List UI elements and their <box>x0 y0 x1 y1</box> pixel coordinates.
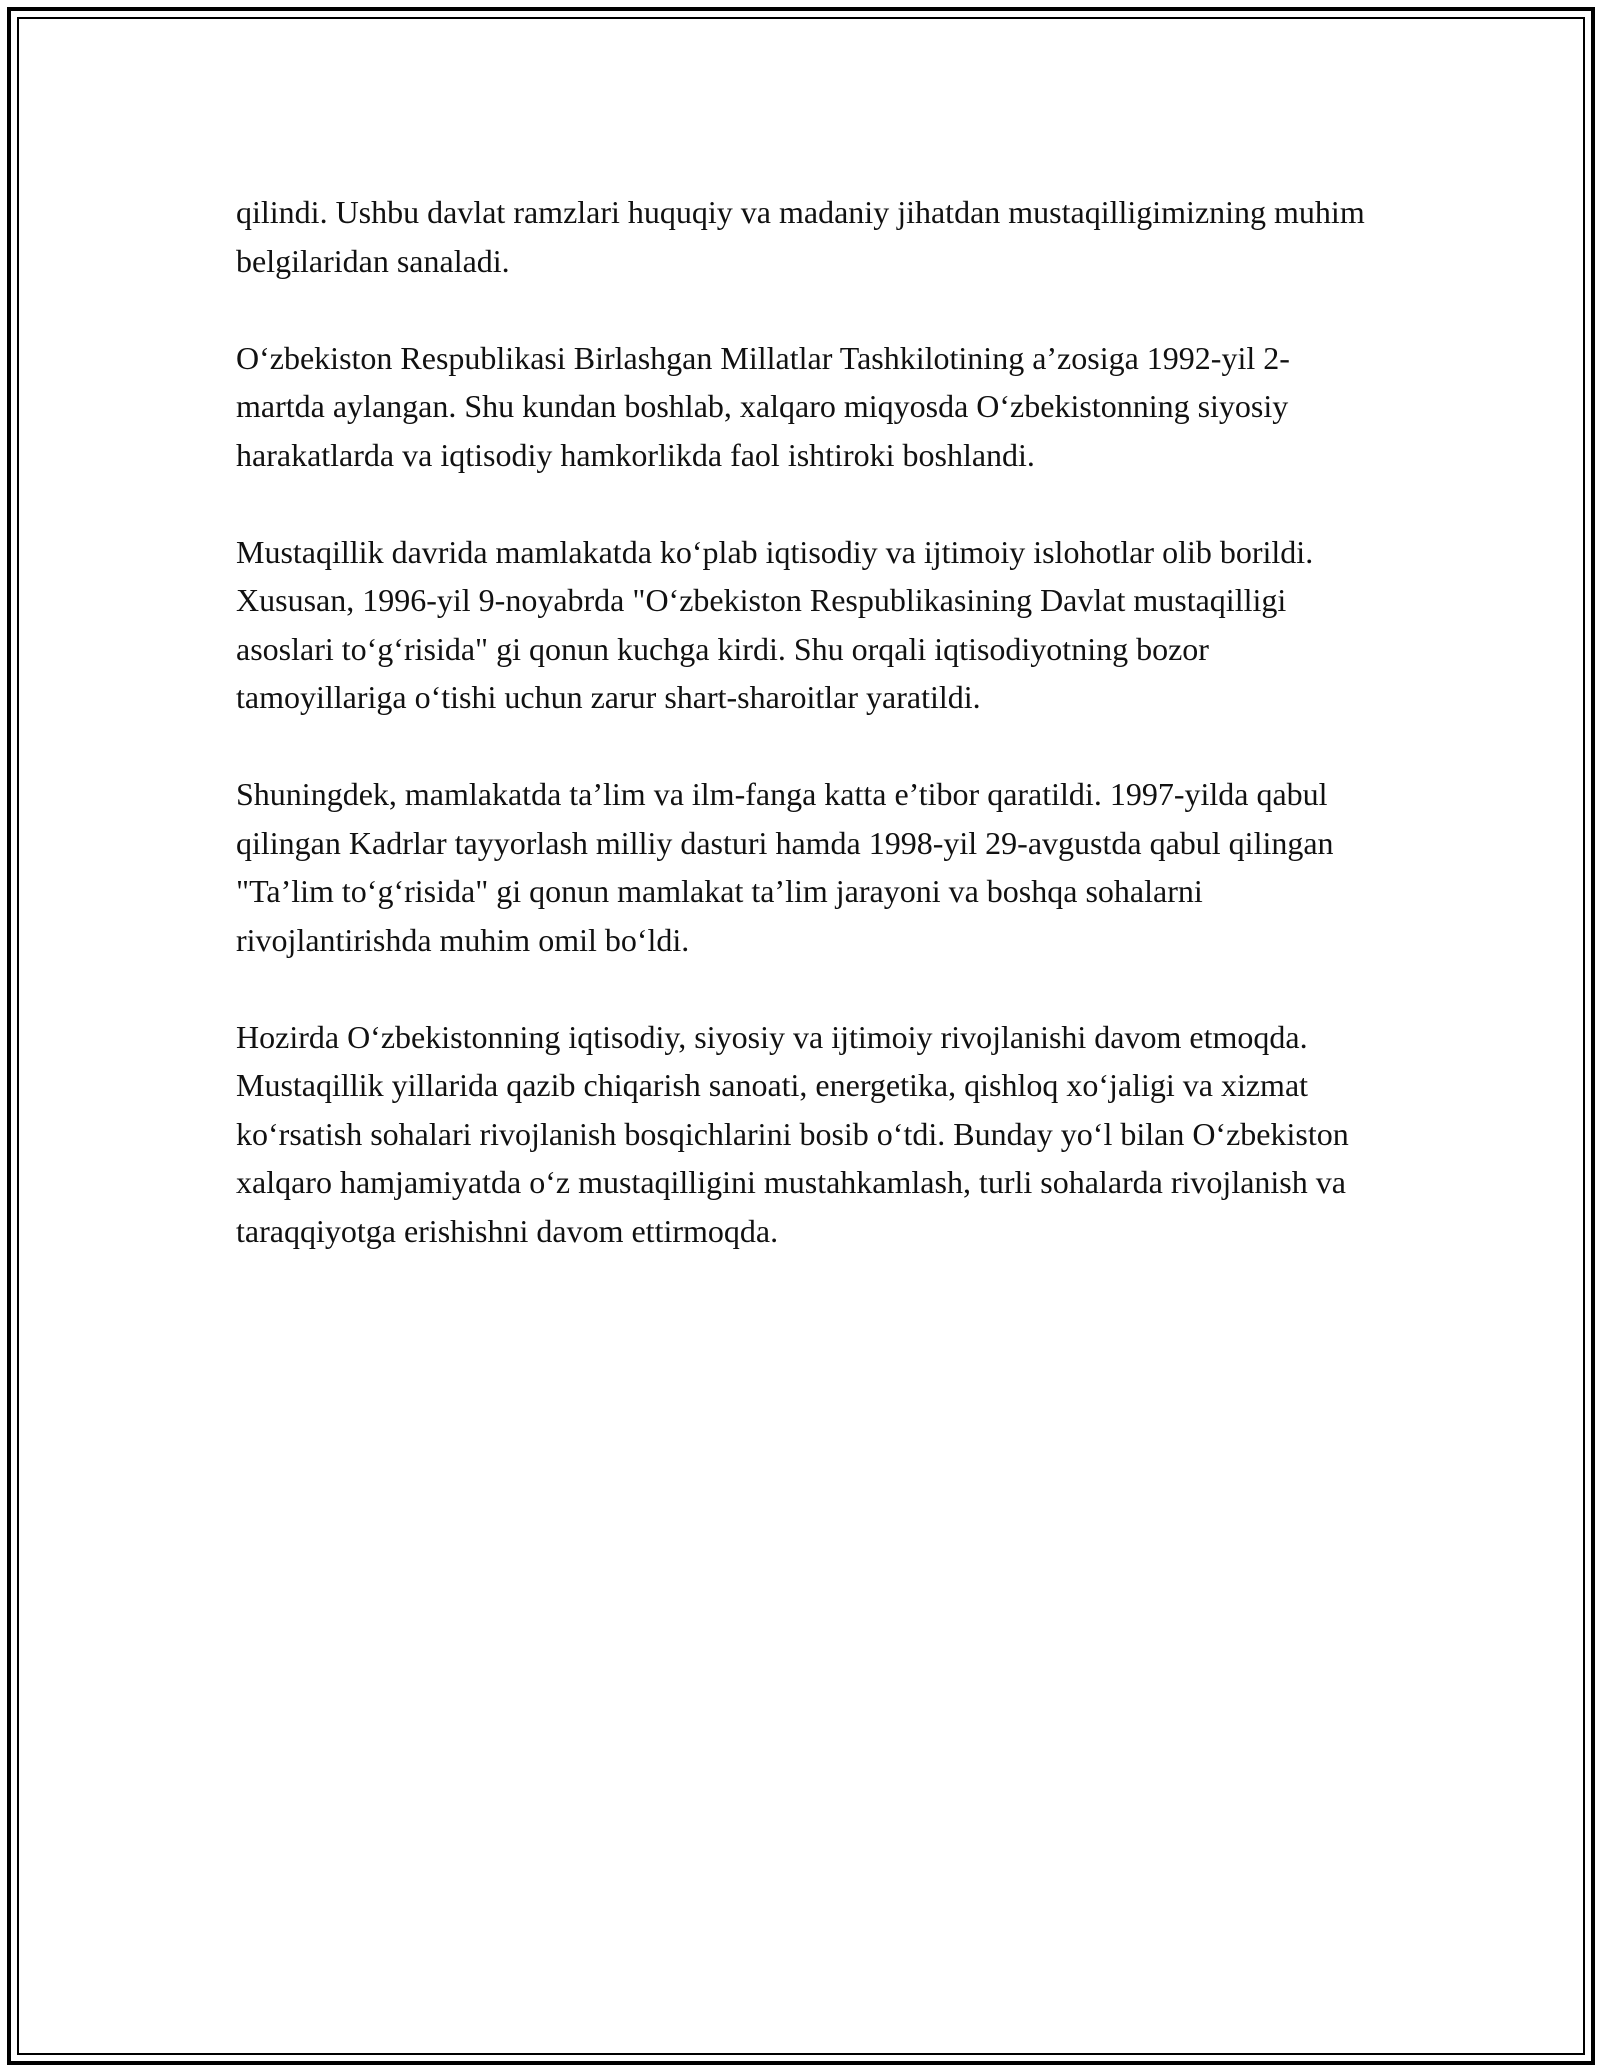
paragraph-3: Mustaqillik davrida mamlakatda ko‘plab iqtisodiy va ijtimoiy islohotlar olib borildi. Xususan, 1996-yil 9-noyabrda "O‘zbekiston Respublikasining Davlat mustaqilligi asoslari to‘g‘risida" gi qonun kuchga kirdi. Shu orqali iqtisodiyotning bozor tamoyillariga o‘tishi uchun zarur shart-sharoitlar yaratildi. <box>236 533 1314 715</box>
paragraph-1: qilindi. Ushbu davlat ramzlari huquqiy va madaniy jihatdan mustaqilligimizning muhim belgilaridan sanaladi. <box>236 194 1365 279</box>
paragraph-2: O‘zbekiston Respublikasi Birlashgan Millatlar Tashkilotining a’zosiga 1992-yil 2-martda aylangan. Shu kundan boshlab, xalqaro miqyosda O‘zbekistonning siyosiy harakatlarda va iqtisodiy hamkorlikda faol ishtiroki boshlandi. <box>236 339 1290 473</box>
paragraph-5: Hozirda O‘zbekistonning iqtisodiy, siyosiy va ijtimoiy rivojlanishi davom etmoqda. Mustaqillik yillarida qazib chiqarish sanoati, energetika, qishloq xo‘jaligi va xizmat ko‘rsatish sohalari rivojlanish bosqichlarini bosib o‘tdi. Bunday yo‘l bilan O‘zbekiston xalqaro hamjamiyatda o‘z mustaqilligini mustahkamlash, turli sohalarda rivojlanish va taraqqiyotga erishishni davom ettirmoqda. <box>236 1018 1349 1249</box>
document-body <box>236 188 1371 1304</box>
paragraph-4: Shuningdek, mamlakatda ta’lim va ilm-fanga katta e’tibor qaratildi. 1997-yilda qabul qilingan Kadrlar tayyorlash milliy dasturi hamda 1998-yil 29-avgustda qabul qilingan "Ta’lim to‘g‘risida" gi qonun mamlakat ta’lim jarayoni va boshqa sohalarni rivojlantirishda muhim omil bo‘ldi. <box>236 776 1334 958</box>
